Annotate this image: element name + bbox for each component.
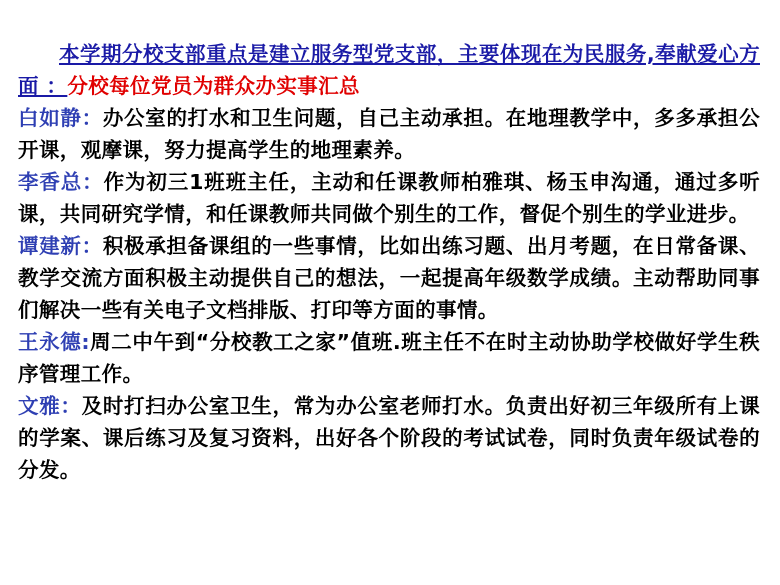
entry-paragraph bbox=[18, 230, 760, 326]
member-name: 文雅： bbox=[18, 394, 82, 418]
member-description: 周二中午到“分校教工之家”值班.班主任不在时主动协助学校做好学生秩序管理工作。 bbox=[18, 330, 760, 386]
intro-lead: 本学期分校支部重点是建立服务型党支部，主要体现在为民服务,奉献爱心方面 ： bbox=[18, 42, 760, 98]
member-description: 办公室的打水和卫生问题，自己主动承担。在地理教学中，多多承担公开课，观摩课，努力提高学生的地理素养。 bbox=[18, 106, 760, 162]
member-description: 积极承担备课组的一些事情，比如出练习题、出月考题，在日常备课、教学交流方面积极主动提供自己的想法，一起提高年级数学成绩。主动帮助同事们解决一些有关电子文档排版、打印等方面的事情。 bbox=[18, 234, 760, 322]
entry-paragraph bbox=[18, 326, 760, 390]
document-body bbox=[18, 38, 760, 486]
intro-paragraph bbox=[18, 38, 760, 102]
summary-title: 分校每位党员为群众办实事汇总 bbox=[67, 74, 360, 98]
entry-paragraph bbox=[18, 102, 760, 166]
member-description: 及时打扫办公室卫生，常为办公室老师打水。负责出好初三年级所有上课的学案、课后练习及复习资料，出好各个阶段的考试试卷，同时负责年级试卷的分发。 bbox=[18, 394, 760, 482]
entry-paragraph bbox=[18, 390, 760, 486]
entry-paragraph bbox=[18, 166, 760, 230]
member-description: 作为初三1班班主任，主动和任课教师柏雅琪、杨玉申沟通，通过多听课，共同研究学情，和任课教师共同做个别生的工作，督促个别生的学业进步。 bbox=[18, 170, 760, 226]
member-name: 白如静： bbox=[18, 106, 103, 130]
member-name: 王永德: bbox=[18, 330, 90, 354]
member-name: 谭建新： bbox=[18, 234, 103, 258]
member-name: 李香总： bbox=[18, 170, 104, 194]
